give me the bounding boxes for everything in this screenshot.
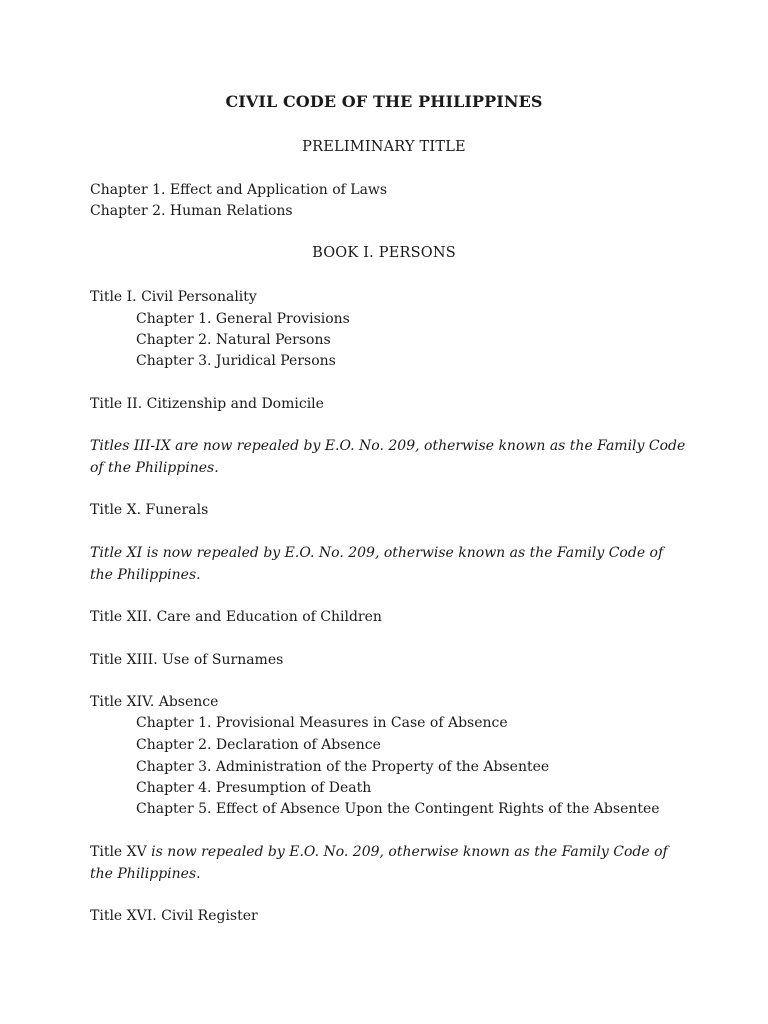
title-1-chapter-2: Chapter 2. Natural Persons xyxy=(136,332,331,348)
preliminary-title-heading: PRELIMINARY TITLE xyxy=(302,139,466,155)
book-1-heading: BOOK I. PERSONS xyxy=(312,245,456,261)
title-13-label: Title XIII. Use of Surnames xyxy=(90,652,284,668)
repeal-note-title-15-text: is now repealed by E.O. No. 209, otherwise known as the Family Code of the Philippines. xyxy=(90,844,668,882)
title-16-label: Title XVI. Civil Register xyxy=(90,908,258,924)
title-10-label: Title X. Funerals xyxy=(90,502,209,518)
repeal-note-title-15 xyxy=(90,842,690,885)
title-14-chapter-1: Chapter 1. Provisional Measures in Case of Absence xyxy=(136,715,508,731)
title-1-label: Title I. Civil Personality xyxy=(90,289,257,305)
title-14-label: Title XIV. Absence xyxy=(90,694,219,710)
title-14-chapter-3: Chapter 3. Administration of the Property of the Absentee xyxy=(136,759,550,775)
title-1-chapter-3: Chapter 3. Juridical Persons xyxy=(136,353,336,369)
title-14-chapter-4: Chapter 4. Presumption of Death xyxy=(136,780,372,796)
title-12-label: Title XII. Care and Education of Children xyxy=(90,609,382,625)
title-2-label: Title II. Citizenship and Domicile xyxy=(90,396,324,412)
title-14-chapter-2: Chapter 2. Declaration of Absence xyxy=(136,737,381,753)
repeal-note-titles-3-9: Titles III-IX are now repealed by E.O. No. 209, otherwise known as the Family Code of the Philippines. xyxy=(90,438,686,476)
title-1-chapter-1: Chapter 1. General Provisions xyxy=(136,311,350,327)
preliminary-chapter-2: Chapter 2. Human Relations xyxy=(90,203,293,219)
repeal-note-title-15-prefix: Title XV xyxy=(90,844,147,860)
document-title: CIVIL CODE OF THE PHILIPPINES xyxy=(225,92,543,111)
repeal-note-title-11: Title XI is now repealed by E.O. No. 209, otherwise known as the Family Code of the Philippines. xyxy=(90,545,664,583)
title-14-chapter-5: Chapter 5. Effect of Absence Upon the Contingent Rights of the Absentee xyxy=(136,801,660,817)
preliminary-chapter-1: Chapter 1. Effect and Application of Laws xyxy=(90,182,388,198)
